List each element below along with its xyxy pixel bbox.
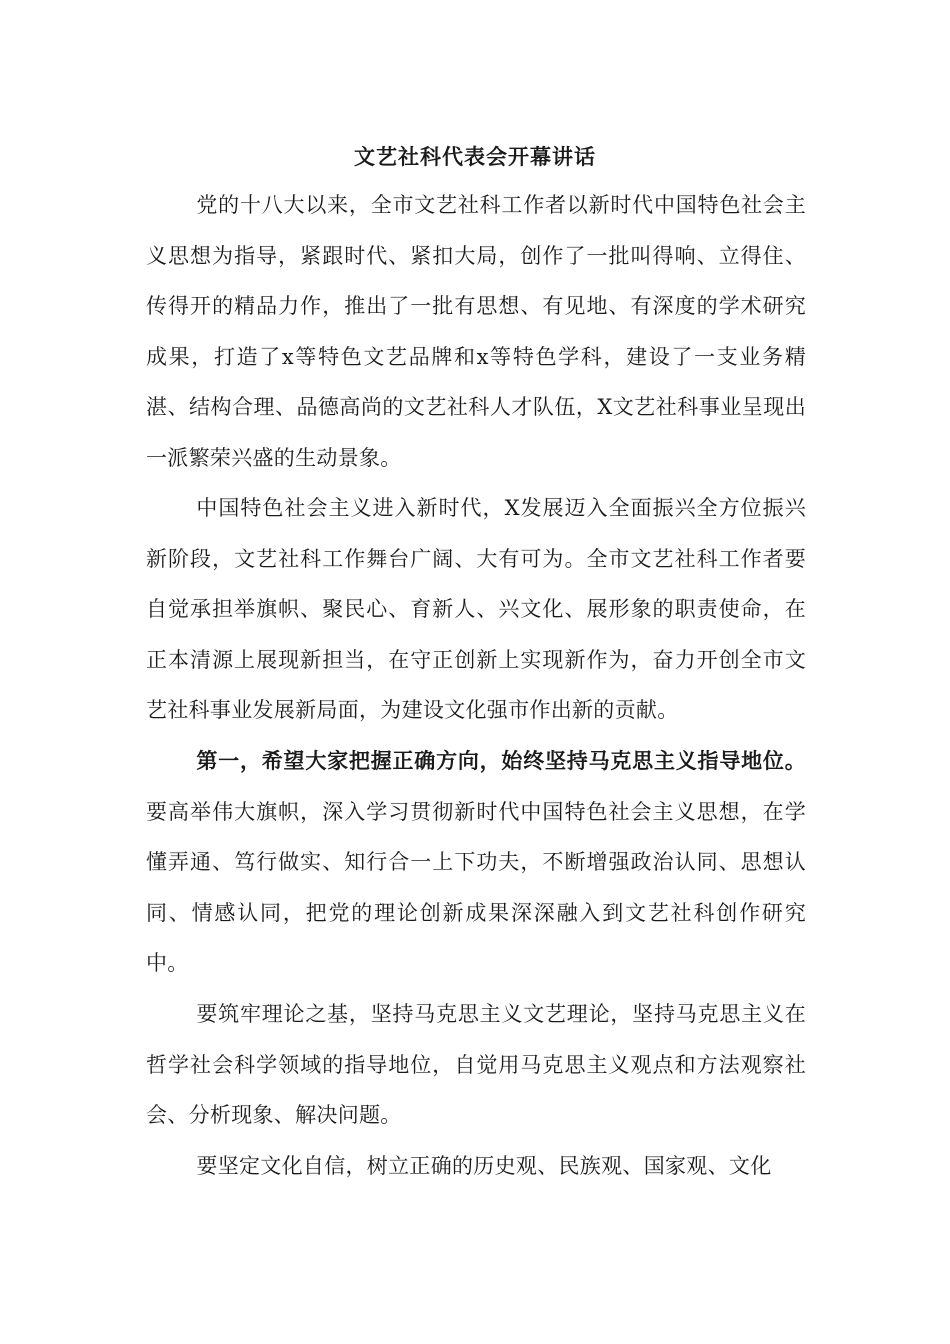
paragraph-lead-heading: 第一，希望大家把握正确方向，始终坚持马克思主义指导地位。 bbox=[196, 748, 806, 773]
paragraph-text: 要坚定文化自信，树立正确的历史观、民族观、国家观、文化 bbox=[196, 1154, 772, 1178]
paragraph-text: 党的十八大以来，全市文艺社科工作者以新时代中国特色社会主义思想为指导，紧跟时代、紧扣大局，创作了一批叫得响、立得住、传得开的精品力作，推出了一批有思想、有见地、有深度的学术研究成果，打造了x等特色文艺品牌和x等特色学科，建设了一支业务精湛、结构合理、品德高尚的文艺社科人才队伍，X文艺社科事业呈现出一派繁荣兴盛的生动景象。 bbox=[146, 193, 806, 470]
paragraph-theory bbox=[146, 989, 806, 1141]
paragraph-achievements bbox=[146, 180, 806, 483]
paragraph-text: 中国特色社会主义进入新时代，X发展迈入全面振兴全方位振兴新阶段，文艺社科工作舞台广阔、大有可为。全市文艺社科工作者要自觉承担举旗帜、聚民心、育新人、兴文化、展形象的职责使命，在正本清源上展现新担当，在守正创新上实现新作为，奋力开创全市文艺社科事业发展新局面，为建设文化强市作出新的贡献。 bbox=[146, 496, 806, 722]
paragraph-text: 要高举伟大旗帜，深入学习贯彻新时代中国特色社会主义思想，在学懂弄通、笃行做实、知行合一上下功夫，不断增强政治认同、思想认同、情感认同，把党的理论创新成果深深融入到文艺社科创作研究中。 bbox=[146, 799, 806, 975]
paragraph-new-era bbox=[146, 483, 806, 736]
paragraph-first-point bbox=[146, 736, 806, 989]
document-title: 文艺社科代表会开幕讲话 bbox=[354, 144, 596, 169]
paragraph-cultural-confidence bbox=[146, 1141, 806, 1192]
paragraph-text: 要筑牢理论之基，坚持马克思主义文艺理论，坚持马克思主义在哲学社会科学领域的指导地位，自觉用马克思主义观点和方法观察社会、分析现象、解决问题。 bbox=[146, 1002, 806, 1127]
